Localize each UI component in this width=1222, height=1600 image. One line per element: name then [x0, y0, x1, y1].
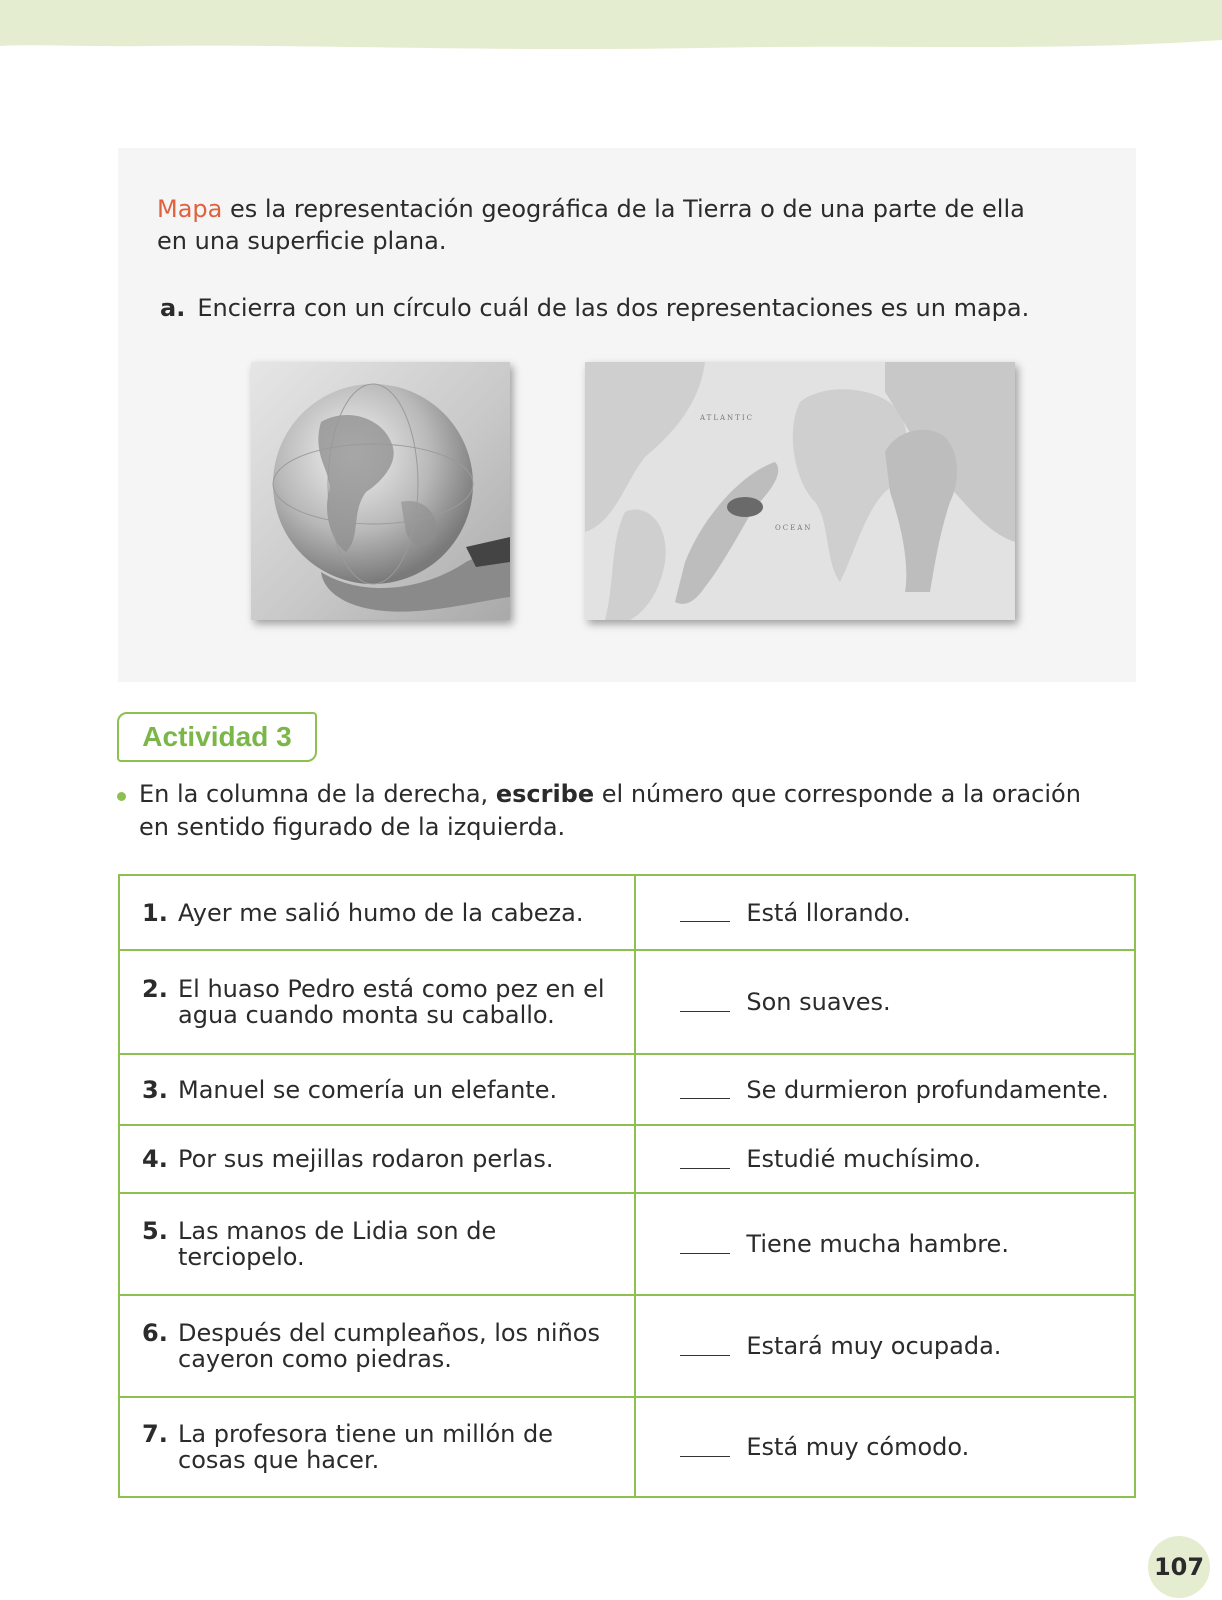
instruction-part-2: el número que corresponde a la oración en sentido figurado de la izquierda.: [139, 780, 1081, 841]
literal-meaning: Está llorando.: [746, 898, 911, 927]
literal-meaning: Estudié muchísimo.: [746, 1145, 982, 1173]
row-number: 2.: [142, 975, 168, 1003]
answer-blank[interactable]: [680, 1080, 730, 1099]
row-number: 7.: [142, 1420, 168, 1448]
activity-title: Actividad 3: [117, 712, 317, 762]
literal-meaning: Tiene mucha hambre.: [746, 1230, 1009, 1258]
row-number: 6.: [142, 1319, 168, 1347]
literal-meaning: Se durmieron profundamente.: [746, 1075, 1109, 1104]
table-row: [119, 875, 1135, 950]
literal-meaning: Está muy cómodo.: [746, 1433, 970, 1461]
figurative-sentence: Ayer me salió humo de la cabeza.: [178, 898, 584, 927]
row-number: 3.: [142, 1075, 168, 1104]
page-number: 107: [1148, 1536, 1210, 1598]
row-number: 1.: [142, 898, 168, 927]
figurative-sentence: Por sus mejillas rodaron perlas.: [178, 1145, 554, 1173]
row-number: 4.: [142, 1145, 168, 1173]
instruction-part-1: En la columna de la derecha,: [139, 780, 496, 808]
answer-blank[interactable]: [680, 1337, 730, 1356]
answer-blank[interactable]: [680, 1235, 730, 1254]
matching-table: [118, 874, 1136, 1498]
top-decorative-band: [0, 0, 1222, 56]
row-number: 5.: [142, 1217, 168, 1245]
literal-meaning: Estará muy ocupada.: [746, 1332, 1002, 1360]
table-row: [119, 1054, 1135, 1125]
literal-meaning: Son suaves.: [746, 988, 891, 1016]
table-row: [119, 1295, 1135, 1397]
figurative-sentence: Manuel se comería un elefante.: [178, 1075, 558, 1104]
table-row: [119, 1397, 1135, 1497]
figurative-sentence: Después del cumpleaños, los niños cayeron como piedras.: [178, 1319, 600, 1373]
answer-blank[interactable]: [680, 1438, 730, 1457]
globe-in-hand-icon: [251, 362, 510, 620]
figurative-sentence: El huaso Pedro está como pez en el agua cuando monta su caballo.: [178, 975, 605, 1029]
figurative-sentence: La profesora tiene un millón de cosas que hacer.: [178, 1420, 553, 1474]
table-row: [119, 1193, 1135, 1295]
instruction-a: [160, 292, 1029, 324]
answer-blank[interactable]: [680, 1150, 730, 1169]
bullet-icon: [117, 792, 126, 801]
figurative-sentence: Las manos de Lidia son de terciopelo.: [178, 1217, 497, 1271]
table-row: [119, 950, 1135, 1054]
map-label-atlantic: ATLANTIC: [700, 414, 754, 422]
map-definition: [157, 193, 1057, 257]
globe-photo[interactable]: [251, 362, 510, 620]
item-a-label: a.: [160, 294, 186, 322]
map-label-ocean: OCEAN: [775, 524, 813, 532]
table-row: [119, 1125, 1135, 1193]
definition-text: es la representación geográfica de la Tierra o de una parte de ella en una superficie plana.: [157, 195, 1025, 255]
term-mapa: Mapa: [157, 195, 223, 223]
answer-blank[interactable]: [680, 903, 730, 922]
answer-blank[interactable]: [680, 993, 730, 1012]
world-map-photo[interactable]: [585, 362, 1015, 620]
instruction-bold: escribe: [495, 780, 595, 808]
world-map-with-hands-icon: [585, 362, 1015, 620]
item-a-text: Encierra con un círculo cuál de las dos representaciones es un mapa.: [197, 294, 1030, 322]
